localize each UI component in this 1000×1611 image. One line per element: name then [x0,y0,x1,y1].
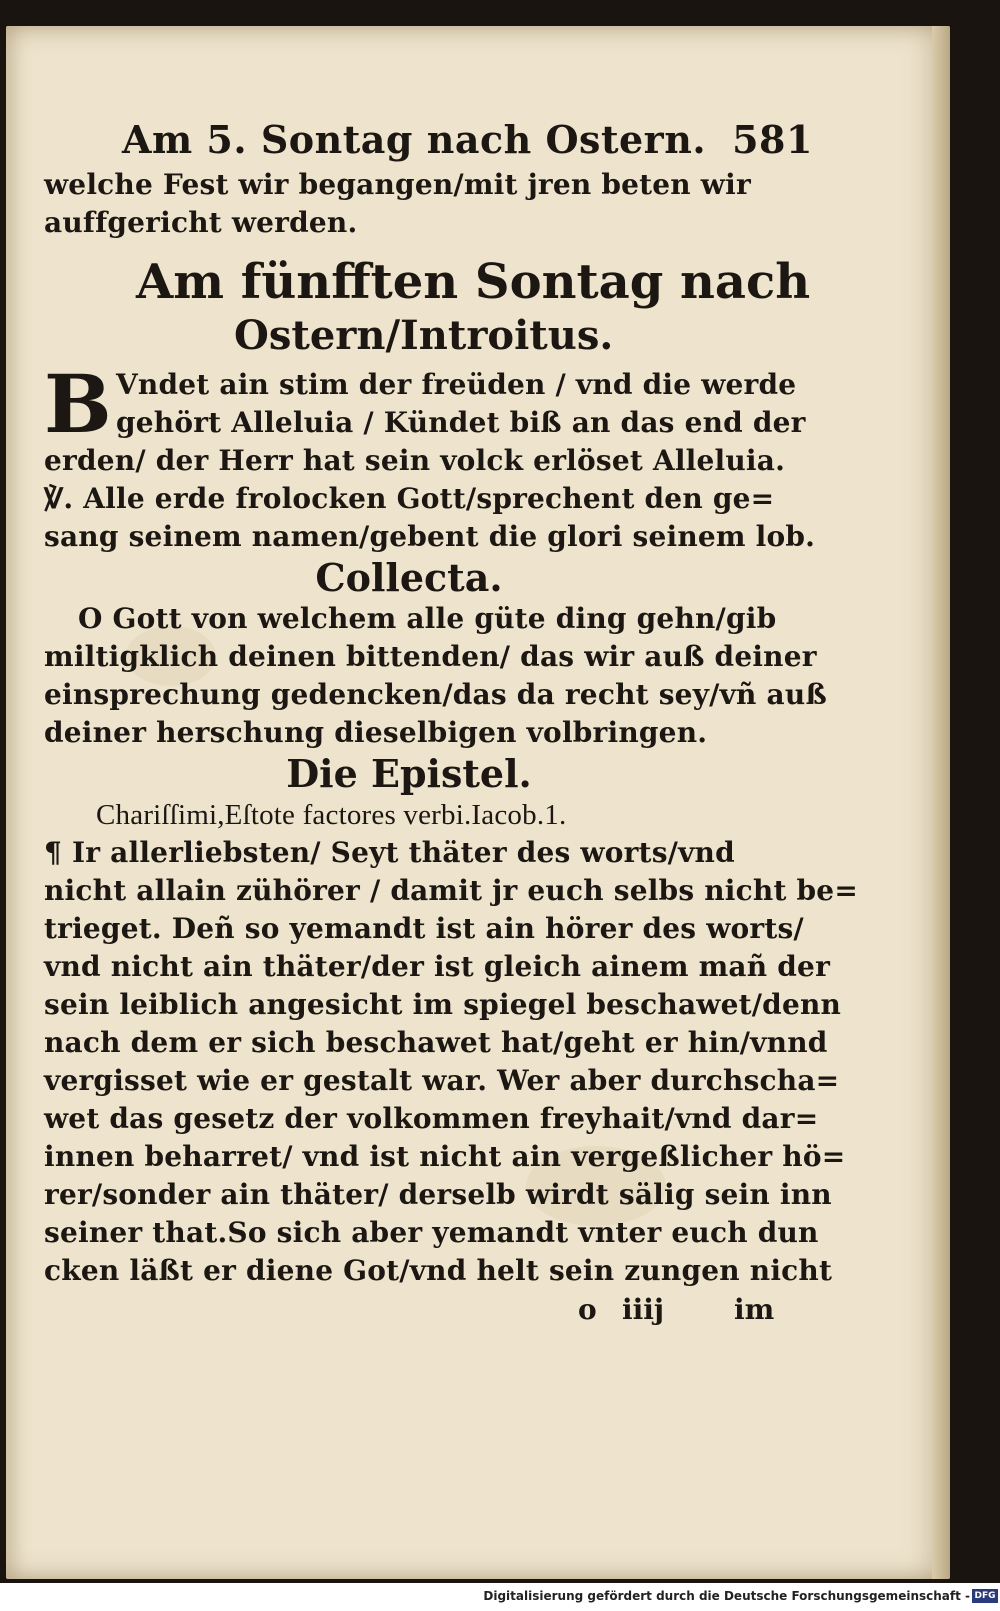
text-line: trieget. Deñ so yemandt ist ain hörer des worts/ [44,912,804,945]
section-heading: Am fünfften Sontag nach [136,254,811,310]
footer-bar [0,1583,1000,1611]
text-line: seiner that.So sich aber yemandt vnter euch dun [44,1216,819,1249]
footer-credit: Digitalisierung gefördert durch die Deutsche Forschungsgemeinschaft - [483,1589,970,1603]
folio-number: 581 [732,117,813,162]
text-line: Vndet ain stim der freüden / vnd die werde [116,368,797,401]
text-line: ℣. Alle erde frolocken Gott/sprechent den ge= [44,482,775,515]
signature-letter: o [578,1293,597,1326]
text-line: gehört Alleluia / Kündet biß an das end der [116,406,806,439]
introitus-paragraph [44,357,816,556]
book-page [6,26,950,1579]
catchword: im [734,1293,775,1326]
text-line: cken läßt er diene Got/vnd helt sein zungen nicht [44,1254,833,1287]
section-subheading: Ostern/Introitus. [234,312,614,359]
drop-initial: B [44,357,112,451]
text-line: einsprechung gedencken/das da recht sey/vñ auß [44,678,827,711]
text-line: ¶ Ir allerliebsten/ Seyt thäter des worts/vnd [44,836,735,869]
page-edge-shadow [932,26,950,1579]
epistel-title: Die Epistel. [286,751,532,796]
text-line: nach dem er sich beschawet hat/geht er hin/vnnd [44,1026,828,1059]
text-line: wet das gesetz der volkommen freyhait/vnd dar= [44,1102,819,1135]
text-line: vergisset wie er gestalt war. Wer aber durchscha= [44,1064,840,1097]
dfg-logo-icon: DFG [972,1589,998,1603]
text-line: innen beharret/ vnd ist nicht ain vergeßlicher hö= [44,1140,846,1173]
running-head-title: Am 5. Sontag nach Ostern. [122,117,707,162]
text-block [44,114,858,1330]
text-line: sang seinem namen/gebent die glori seinem lob. [44,520,816,553]
signature-number: iiij [622,1293,665,1326]
text-line: auffgericht werden. [44,206,358,239]
text-line: erden/ der Herr hat sein volck erlöset Alleluia. [44,444,786,477]
text-line: rer/sonder ain thäter/ derselb wirdt sälig sein inn [44,1178,832,1211]
text-line: welche Fest wir begangen/mit jren beten wir [44,168,751,201]
running-head [122,114,813,166]
text-line: O Gott von welchem alle güte ding gehn/gib [78,602,777,635]
latin-rubric: Chariſſimi,Eſtote factores verbi.Iacob.1. [96,799,567,831]
text-line: miltigklich deinen bittenden/ das wir auß deiner [44,640,817,673]
text-line: deiner herschung dieselbigen volbringen. [44,716,708,749]
catchword-line [44,1290,774,1330]
text-line: vnd nicht ain thäter/der ist gleich ainem mañ der [44,950,831,983]
text-line: sein leiblich angesicht im spiegel beschawet/denn [44,988,842,1021]
collecta-title: Collecta. [315,555,503,600]
text-line: nicht allain zühörer / damit jr euch selbs nicht be= [44,874,858,907]
